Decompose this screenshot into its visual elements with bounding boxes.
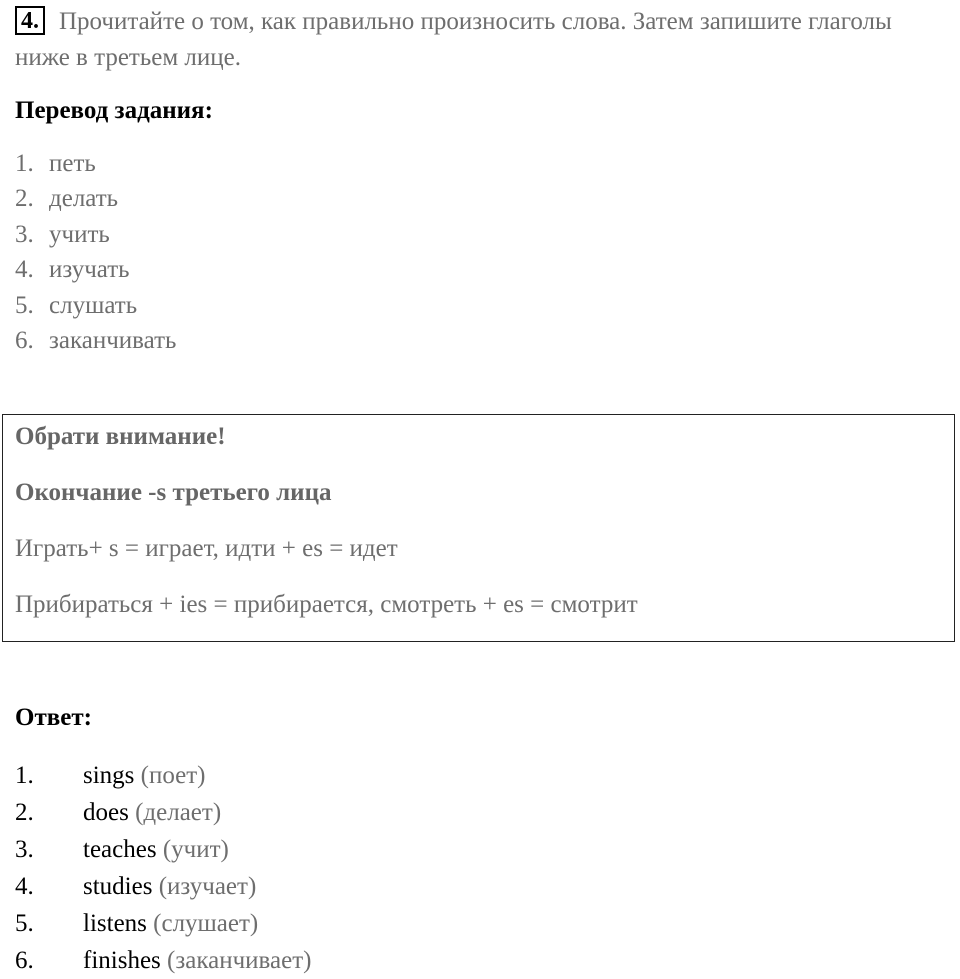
note-subtitle: Окончание -s третьего лица [15, 479, 332, 506]
list-item: 6. finishes (заканчивает) [15, 947, 312, 974]
task-number: 4. [15, 6, 45, 35]
list-item: 3. teaches (учит) [15, 836, 229, 863]
list-item: 5. listens (слушает) [15, 910, 259, 937]
answer-list [15, 757, 311, 979]
list-item: 2. делать [15, 185, 119, 213]
list-item: 3. учить [15, 220, 110, 248]
list-item: 6. заканчивать [15, 327, 177, 355]
translation-list [15, 146, 176, 358]
task-instruction [15, 4, 945, 76]
list-item: 1. петь [15, 150, 96, 177]
note-line-1: Играть+ s = играет, идти + es = идет [15, 535, 398, 562]
note-title: Обрати внимание! [15, 423, 226, 450]
list-item: 4. изучать [15, 256, 130, 284]
list-item: 4. studies (изучает) [15, 873, 257, 900]
list-item: 1. sings (поет) [15, 762, 206, 789]
list-item: 2. does (делает) [15, 799, 222, 826]
task-text: Прочитайте о том, как правильно произносить слова. Затем запишите глаголы ниже в третьем лице. [15, 8, 892, 71]
translation-heading: Перевод задания: [15, 97, 213, 124]
note-box [2, 414, 955, 642]
note-line-2: Прибираться + ies = прибирается, смотреть + es = смотрит [15, 591, 638, 618]
answer-heading: Ответ: [15, 704, 92, 731]
list-item: 5. слушать [15, 291, 138, 319]
